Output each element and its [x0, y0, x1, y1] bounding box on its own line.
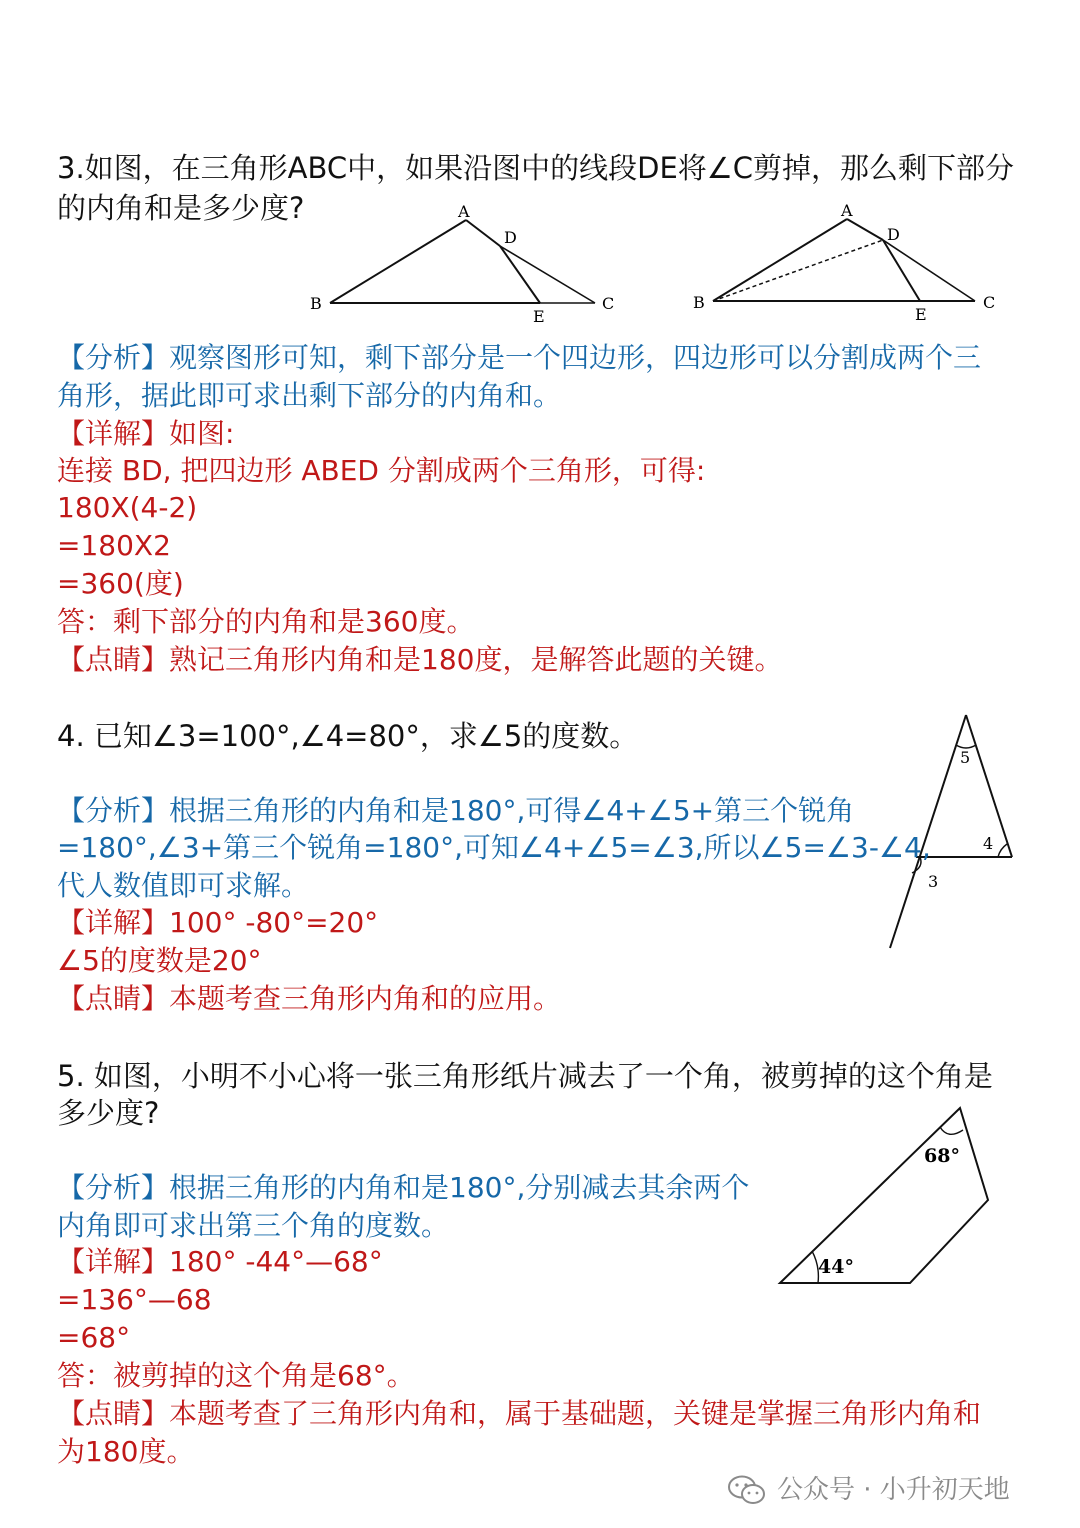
q3-fig2-label-e: E	[915, 305, 927, 324]
q3-figure-1	[300, 200, 630, 330]
q3-fig2-label-c: C	[983, 293, 996, 312]
q3-key-point: 【点睛】熟记三角形内角和是180度，是解答此题的关键。	[57, 643, 783, 676]
q3-analysis-line2: 角形，据此即可求出剩下部分的内角和。	[57, 379, 562, 412]
q3-fig1-label-e: E	[533, 307, 545, 326]
q5-label-angle-top: 68°	[924, 1145, 960, 1167]
q4-label-angle-3: 3	[928, 872, 939, 891]
q5-analysis-line2: 内角即可求出第三个角的度数。	[57, 1209, 450, 1242]
watermark-text: 公众号 · 小升初天地	[777, 1475, 1010, 1505]
q3-detail-line3: =180X2	[57, 529, 171, 562]
q4-label-angle-5: 5	[960, 748, 971, 767]
q5-question-line1: 5. 如图，小明不小心将一张三角形纸片减去了一个角，被剪掉的这个角是	[57, 1059, 993, 1093]
q3-figure-2	[685, 200, 1015, 330]
q3-detail-line2: 180X(4-2)	[57, 491, 198, 524]
q3-fig2-label-a: A	[841, 201, 853, 220]
q3-detail-line1: 连接 BD, 把四边形 ABED 分割成两个三角形，可得:	[57, 454, 706, 487]
q4-question: 4. 已知∠3=100°,∠4=80°，求∠5的度数。	[57, 719, 639, 753]
q3-answer: 答：剩下部分的内角和是360度。	[57, 605, 475, 638]
q3-fig1-label-d: D	[504, 228, 517, 247]
q5-key-point-line2: 为180度。	[57, 1435, 195, 1468]
q4-detail-line1: 【详解】100° -80°=20°	[57, 906, 379, 939]
q5-figure	[770, 1100, 1010, 1300]
q3-detail-label: 【详解】如图:	[57, 417, 235, 450]
q5-detail-line1: 【详解】180° -44°—68°	[57, 1245, 383, 1278]
q5-analysis-line1: 【分析】根据三角形的内角和是180°,分别减去其余两个	[57, 1171, 750, 1204]
q4-label-angle-4: 4	[983, 834, 994, 853]
q5-answer: 答：被剪掉的这个角是68°。	[57, 1359, 415, 1392]
q3-question-line2: 的内角和是多少度?	[57, 191, 305, 225]
q4-detail-line2: ∠5的度数是20°	[57, 944, 262, 977]
q4-analysis-line3: 代人数值即可求解。	[57, 869, 310, 902]
q4-analysis-line1: 【分析】根据三角形的内角和是180°,可得∠4+∠5+第三个锐角	[57, 794, 855, 827]
q4-key-point: 【点睛】本题考查三角形内角和的应用。	[57, 982, 562, 1015]
q3-fig2-label-b: B	[693, 293, 705, 312]
q5-detail-line2: =136°—68	[57, 1283, 212, 1316]
q3-analysis-line1: 【分析】观察图形可知，剩下部分是一个四边形，四边形可以分割成两个三	[57, 341, 982, 374]
q3-fig1-label-b: B	[310, 294, 322, 313]
q5-label-angle-left: 44°	[818, 1256, 854, 1278]
q3-fig2-label-d: D	[887, 225, 900, 244]
q3-fig1-label-c: C	[602, 294, 615, 313]
wechat-icon	[727, 1474, 767, 1506]
q3-question-line1: 3.如图，在三角形ABC中，如果沿图中的线段DE将∠C剪掉，那么剩下部分	[57, 151, 1015, 185]
watermark	[727, 1470, 1047, 1510]
q4-analysis-line2: =180°,∠3+第三个锐角=180°,可知∠4+∠5=∠3,所以∠5=∠3-∠4,	[57, 831, 931, 864]
q5-key-point-line1: 【点睛】本题考查了三角形内角和，属于基础题，关键是掌握三角形内角和	[57, 1397, 982, 1430]
q5-detail-line3: =68°	[57, 1321, 131, 1354]
q3-detail-line4: =360(度)	[57, 567, 184, 600]
q3-fig1-label-a: A	[458, 202, 470, 221]
q5-question-line2: 多少度?	[57, 1096, 160, 1130]
